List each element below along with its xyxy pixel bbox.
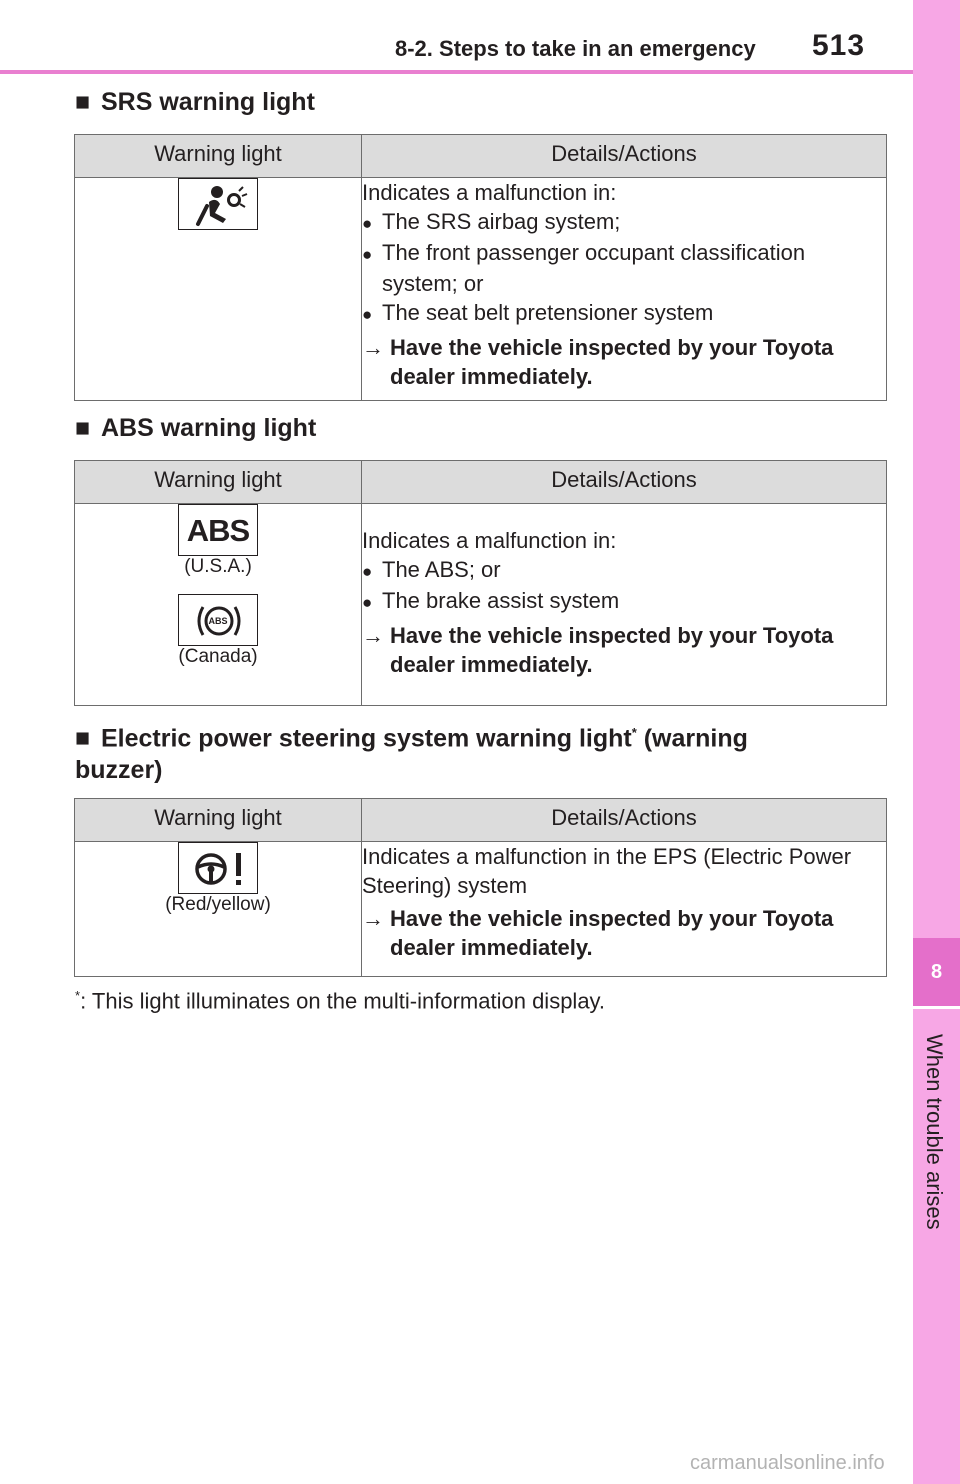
col-header-warning-light: Warning light (75, 135, 362, 178)
srs-details-cell (362, 178, 887, 401)
footnote (75, 988, 605, 1014)
eps-heading-text: Electric power steering system warning light (101, 724, 632, 753)
eps-details-cell (362, 842, 887, 977)
abs-table (74, 460, 887, 706)
srs-item: ● The seat belt pretensioner system (362, 298, 886, 329)
srs-intro: Indicates a malfunction in: (362, 180, 617, 205)
col-header-warning-light: Warning light (75, 461, 362, 504)
srs-action (362, 333, 886, 391)
abs-usa-icon (178, 504, 258, 556)
eps-heading-footnote-mark: * (631, 725, 637, 740)
side-tab-divider (913, 1006, 960, 1009)
col-header-warning-light: Warning light (75, 799, 362, 842)
col-header-details: Details/Actions (362, 135, 887, 178)
abs-action (362, 621, 886, 679)
arrow-icon: → (362, 906, 384, 931)
chapter-number: 8 (913, 938, 960, 1006)
steering-wheel-warning-icon (178, 842, 258, 894)
abs-details-cell (362, 504, 887, 706)
heading-bullet: ■ (75, 414, 91, 442)
heading-bullet: ■ (75, 88, 91, 116)
abs-canada-icon-text: ABS (208, 616, 228, 626)
eps-icon-cell (75, 842, 362, 977)
srs-icon-cell (75, 178, 362, 401)
abs-intro: Indicates a malfunction in: (362, 528, 617, 553)
eps-table (74, 798, 887, 977)
srs-heading-text: SRS warning light (101, 88, 315, 116)
eps-action (362, 904, 886, 962)
eps-action-text: Have the vehicle inspected by your Toyota dealer immediately. (390, 906, 834, 960)
arrow-icon: → (362, 335, 384, 360)
abs-usa-icon-text: ABS (186, 513, 250, 548)
srs-heading (75, 86, 315, 118)
eps-heading (75, 717, 815, 786)
eps-detail: Indicates a malfunction in the EPS (Electric Power Steering) system (362, 844, 852, 898)
abs-canada-caption: (Canada) (178, 646, 258, 667)
srs-item: ● The SRS airbag system; (362, 207, 886, 238)
abs-heading-text: ABS warning light (101, 414, 317, 442)
abs-icon-cell (75, 504, 362, 706)
srs-table (74, 134, 887, 401)
srs-item: ● The front passenger occupant classification system; or (362, 238, 886, 298)
chapter-side-tab (913, 0, 960, 1484)
section-title: 8-2. Steps to take in an emergency (395, 36, 756, 61)
abs-heading (75, 412, 316, 444)
abs-canada-icon (178, 594, 258, 646)
page-number: 513 (812, 29, 866, 62)
abs-usa-caption: (U.S.A.) (184, 556, 252, 577)
watermark: carmanualsonline.info (690, 1452, 885, 1474)
abs-item: ● The ABS; or (362, 555, 886, 586)
col-header-details: Details/Actions (362, 461, 887, 504)
footnote-mark: * (75, 988, 81, 1003)
chapter-label: When trouble arises (922, 1034, 947, 1230)
arrow-icon: → (362, 623, 384, 648)
eps-heading-suffix: (warning buzzer) (75, 724, 748, 785)
col-header-details: Details/Actions (362, 799, 887, 842)
srs-action-text: Have the vehicle inspected by your Toyota dealer immediately. (390, 335, 834, 389)
footnote-text: : This light illuminates on the multi-information display. (80, 988, 606, 1014)
page-header (0, 0, 913, 74)
heading-bullet: ■ (75, 724, 91, 753)
eps-caption: (Red/yellow) (165, 894, 271, 915)
abs-action-text: Have the vehicle inspected by your Toyota dealer immediately. (390, 623, 834, 677)
abs-item: ● The brake assist system (362, 586, 886, 617)
srs-airbag-icon (178, 178, 258, 230)
